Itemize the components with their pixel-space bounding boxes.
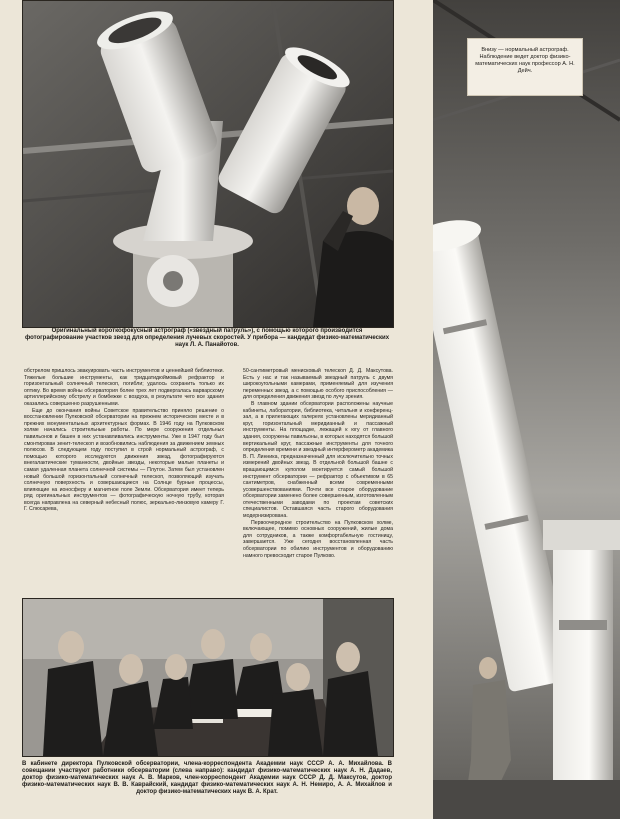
photo-astrograph-patrol bbox=[22, 0, 394, 328]
article-paragraph: Первоочередное строительство на Пулковском холме, включающее, помимо основных сооружений, жилые дома для сотрудников, а также комфортабельную гостиницу, завершается. Уже сегодня восстановленная часть обсерватории по обилию инструментов и оборудованию намного превосходит старое Пулково. bbox=[243, 519, 393, 559]
caption-astrograph: Оригинальный короткофокусный астрограф («звездный патруль»), с помощью которого производится фотографирование участков звезд для определения лучевых скоростей. У прибора — кандидат физико-математических наук Л. А. Панайотов. bbox=[24, 328, 390, 348]
meeting-illustration bbox=[23, 599, 393, 756]
caption-normal-astrograph: Внизу — нормальный астрограф. Наблюдение ведет доктор физико-математических наук профессор А. Н. Дейч. bbox=[467, 38, 583, 96]
article-paragraph: обстрелом пришлось эвакуировать часть инструментов и ценнейшей библиотеки. Тяжелые большие инструменты, как тридцатидюймовый рефрактор и горизонтальный солнечный телескоп, погибли; удалось сохранить только их оптику. Во время войны обсерватория более трех лет подвергалась варварскому артиллерийскому обстрелу и бомбежке с воздуха, в результате чего все здания оказались совершенно разрушенными. bbox=[24, 368, 224, 407]
caption-meeting: В кабинете директора Пулковской обсерватории, члена-корреспондента Академии наук СССР А. А. Михайлова. В совещании участвуют работники обсерватории (слева направо): кандидат физико-математических наук А. Н. Дадаев, доктор физико-математических наук А. В. Марков, член-корреспондент Академии наук СССР Д. Д. Максутов, доктор физико-математических наук В. В. Каврайский, кандидат физико-математических наук А. Н. Немиро, А. А. Михайлов и доктор физико-математических наук В. А. Крат. bbox=[22, 761, 392, 795]
article-column-right bbox=[243, 368, 393, 559]
photo-director-meeting bbox=[22, 598, 394, 757]
photo-normal-astrograph bbox=[433, 0, 620, 819]
article-column-left bbox=[24, 368, 224, 513]
article-paragraph: 50-сантиметровый менисковый телескоп Д. Д. Максутова. Есть у нас и так называемый звездный патруль с двумя широкоугольными камерами, применяемый для изучения переменных звезд, а с помощью особого приспособления — для определения движения звезд по лучу зрения. bbox=[243, 368, 393, 401]
article-paragraph: Еще до окончания войны Советское правительство приняло решение о восстановлении Пулковской обсерватории на прежнем историческом месте и в прежних монументальных архитектурных формах. В 1946 году на Пулковском холме начались строительные работы. По мере сооружения отдельных павильонов и башен в них устанавливались инструменты. Уже в 1947 году был смонтирован зенит-телескоп и возобновились наблюдения за движением земных полюсов. В следующем году поступил в строй нормальный астрограф, с помощью которого исследуются движения звезд, фотографируются внегалактические туманности, двойные звезды, некоторые малые планеты и самая удаленная планета солнечной системы — Плутон. Затем был установлен новый большой горизонтальный солнечный телескоп, позволяющий изучать солнечную поверхность и совершающиеся на Солнце бурные процессы, влияющие на ионосферу и магнитное поле Земли. Обсерватория имеет теперь ряд оригинальных инструментов — фотографическую ночную трубу, которая всегда направлена на северный небесный полюс, зеркально-линзовую камеру Г. Г. Слюсарева, bbox=[24, 407, 224, 513]
astrograph-illustration bbox=[23, 1, 393, 327]
article-paragraph: В главном здании обсерватории расположены научные кабинеты, лаборатории, библиотека, читальня и конференц-зал, а в прилегающих галереях установлены меридианный круг, горизонтальный меридианный и пассажный инструменты. На площадке, лежащей к югу от главного здания, сооружены павильоны, в которых находятся большой вертикальный круг, пассажные инструменты для точного определения времени и звездный интерферометр академика В. П. Линника, предназначенный для исключительно точных измерений двойных звезд. В отдельной большой башне с вращающимся куполом монтируется самый большой инструмент обсерватории — рефрактор с объективом в 65 сантиметров, снабженный всеми современными усовершенствованиями. Почти все старое оборудование обсерватории заменено более совершенным, изготовленным отечественными заводами по проектам советских специалистов. Оставшаяся часть старого оборудования модернизирована. bbox=[243, 400, 393, 520]
normal-astrograph-illustration bbox=[433, 0, 620, 819]
